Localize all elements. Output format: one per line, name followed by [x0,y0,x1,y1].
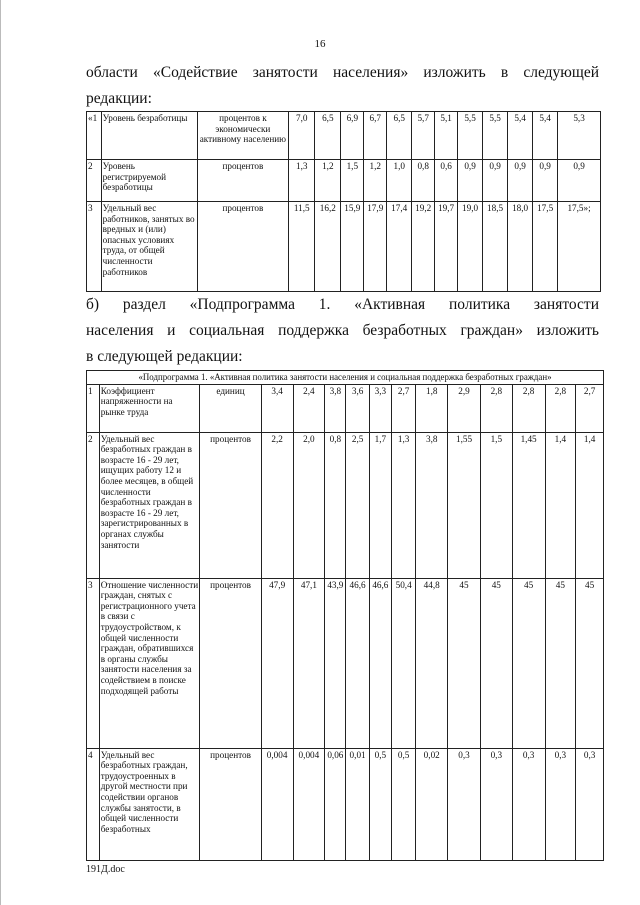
value-cell: 6,5 [387,112,412,160]
value-cell: 0,3 [576,748,604,860]
value-cell: 11,5 [289,202,315,292]
value-cell: 18,5 [483,202,508,292]
value-cell: 2,7 [576,384,604,432]
value-cell: 0,5 [369,748,391,860]
value-cell: 3,6 [346,384,369,432]
unit-cell: процентов [200,578,261,748]
indicator-name: Удельный вес работников, занятых во вредных и (или) опасных условиях труда, от общей численности работников [101,202,197,292]
value-cell: 17,5»; [558,202,601,292]
value-cell: 0,5 [391,748,415,860]
value-cell: 0,8 [325,432,346,578]
value-cell: 6,7 [364,112,387,160]
value-cell: 5,1 [435,112,458,160]
indicator-name: Отношение численности граждан, снятых с регистрационного учета в связи с трудоустройством, к общей численности граждан, обратившихся в органы службы занятости населения за содействием в поиске подходящей работы [99,578,200,748]
value-cell: 1,2 [364,160,387,202]
value-cell: 2,8 [480,384,512,432]
unit-cell: процентов [200,748,261,860]
value-cell: 5,7 [412,112,435,160]
section-b-line-3: в следующей редакции: [86,348,243,365]
value-cell: 0,02 [416,748,448,860]
value-cell: 6,5 [315,112,341,160]
value-cell: 2,9 [448,384,481,432]
value-cell: 5,4 [533,112,558,160]
value-cell: 47,9 [261,578,293,748]
value-cell: 0,9 [533,160,558,202]
indicator-name: Коэффициент напряженности на рынке труда [99,384,200,432]
value-cell: 1,5 [341,160,364,202]
row-number: «1 [87,112,102,160]
row-number: 1 [87,384,100,432]
unit-cell: процентов [200,432,261,578]
value-cell: 0,3 [512,748,545,860]
value-cell: 3,4 [261,384,293,432]
intro-line-2: редакции: [86,90,152,107]
table-row [87,578,604,748]
value-cell: 5,4 [508,112,533,160]
indicator-name: Уровень безработицы [101,112,197,160]
value-cell: 0,004 [261,748,293,860]
value-cell: 0,3 [448,748,481,860]
value-cell: 2,8 [545,384,576,432]
value-cell: 16,2 [315,202,341,292]
value-cell: 1,45 [512,432,545,578]
table-row [87,202,601,292]
scan-edge [0,0,1,905]
value-cell: 2,5 [346,432,369,578]
value-cell: 0,9 [458,160,483,202]
table-subprogram-1 [86,370,604,861]
value-cell: 43,9 [325,578,346,748]
unit-cell: процентов [197,202,289,292]
value-cell: 1,3 [289,160,315,202]
value-cell: 1,4 [545,432,576,578]
value-cell: 1,3 [391,432,415,578]
value-cell: 0,004 [293,748,325,860]
table-row [87,432,604,578]
value-cell: 0,3 [480,748,512,860]
value-cell: 5,5 [458,112,483,160]
value-cell: 1,8 [416,384,448,432]
value-cell: 50,4 [391,578,415,748]
value-cell: 17,5 [533,202,558,292]
unit-cell: единиц [200,384,261,432]
value-cell: 17,4 [387,202,412,292]
intro-line-1: области «Содействие занятости населения» изложить в следующей [86,64,599,81]
value-cell: 45 [545,578,576,748]
value-cell: 2,2 [261,432,293,578]
value-cell: 0,01 [346,748,369,860]
value-cell: 3,3 [369,384,391,432]
unit-cell: процентов [197,160,289,202]
value-cell: 46,6 [346,578,369,748]
value-cell: 47,1 [293,578,325,748]
indicator-name: Удельный вес безработных граждан в возрасте 16 - 29 лет, ищущих работу 12 и более месяцев, в общей численности безработных граждан в возрасте 16 - 29 лет, зарегистрированных в органах службы занятости [99,432,200,578]
value-cell: 0,3 [545,748,576,860]
value-cell: 45 [448,578,481,748]
value-cell: 1,2 [315,160,341,202]
value-cell: 0,9 [483,160,508,202]
value-cell: 3,8 [416,432,448,578]
row-number: 2 [87,432,100,578]
value-cell: 5,5 [483,112,508,160]
row-number: 3 [87,578,100,748]
table-unemployment [86,111,601,292]
value-cell: 0,06 [325,748,346,860]
row-number: 3 [87,202,102,292]
value-cell: 1,7 [369,432,391,578]
section-b-line-2: населения и социальная поддержка безработных граждан» изложить [86,322,599,339]
value-cell: 2,4 [293,384,325,432]
row-number: 4 [87,748,100,860]
value-cell: 3,8 [325,384,346,432]
value-cell: 17,9 [364,202,387,292]
indicator-name: Удельный вес безработных граждан, трудоустроенных в другой местности при содействии органов службы занятости, в общей численности безработных [99,748,200,860]
value-cell: 7,0 [289,112,315,160]
value-cell: 6,9 [341,112,364,160]
subprogram-title: «Подпрограмма 1. «Активная политика занятости населения и социальная поддержка безработных граждан» [87,371,604,385]
value-cell: 19,0 [458,202,483,292]
table-row [87,384,604,432]
page-number: 16 [314,38,326,50]
value-cell: 1,0 [387,160,412,202]
value-cell: 45 [576,578,604,748]
value-cell: 0,9 [558,160,601,202]
table-row [87,160,601,202]
value-cell: 2,8 [512,384,545,432]
file-name: 191Д.doc [86,864,125,875]
table-row [87,112,601,160]
value-cell: 45 [480,578,512,748]
value-cell: 44,8 [416,578,448,748]
value-cell: 0,8 [412,160,435,202]
value-cell: 5,3 [558,112,601,160]
value-cell: 0,6 [435,160,458,202]
value-cell: 1,5 [480,432,512,578]
value-cell: 2,0 [293,432,325,578]
value-cell: 18,0 [508,202,533,292]
value-cell: 45 [512,578,545,748]
section-b-line-1: б) раздел «Подпрограмма 1. «Активная политика занятости [86,296,599,313]
indicator-name: Уровень регистрируемой безработицы [101,160,197,202]
value-cell: 1,4 [576,432,604,578]
value-cell: 0,9 [508,160,533,202]
value-cell: 19,2 [412,202,435,292]
value-cell: 2,7 [391,384,415,432]
table-row [87,748,604,860]
value-cell: 1,55 [448,432,481,578]
value-cell: 19,7 [435,202,458,292]
value-cell: 15,9 [341,202,364,292]
value-cell: 46,6 [369,578,391,748]
row-number: 2 [87,160,102,202]
unit-cell: процентов к экономически активному населению [197,112,289,160]
